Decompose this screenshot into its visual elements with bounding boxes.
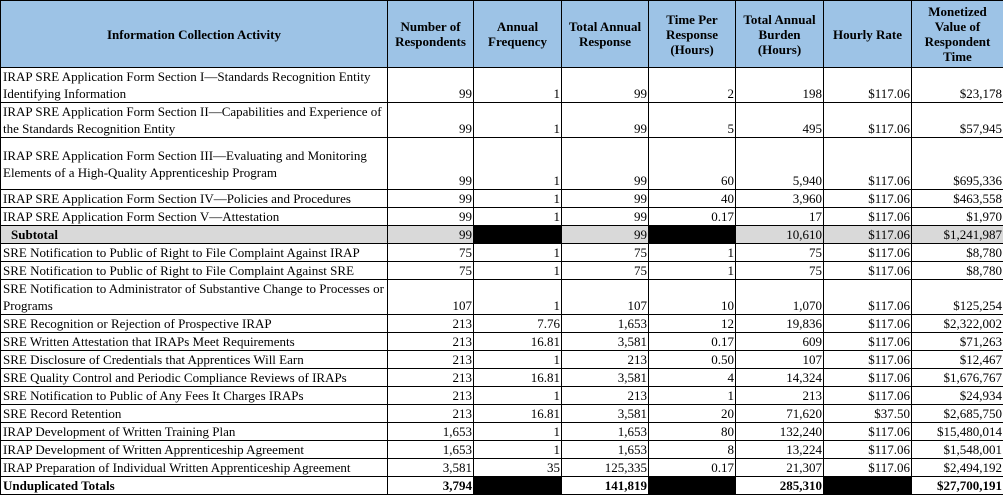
cell-total-response: 99 [562,190,649,208]
cell-activity: SRE Quality Control and Periodic Compliance Reviews of IRAPs [1,369,388,387]
cell-time-per-response: 0.50 [649,351,736,369]
cell-activity: IRAP SRE Application Form Section I—Standards Recognition Entity Identifying Information [1,68,388,103]
cell-hourly-rate: $117.06 [824,459,912,477]
cell-activity: IRAP Preparation of Individual Written Apprenticeship Agreement [1,459,388,477]
cell-monetized-value: $1,970 [912,208,1003,226]
cell-monetized-value: $1,676,767 [912,369,1003,387]
cell-hourly-rate: $117.06 [824,138,912,190]
cell-total-response: 75 [562,244,649,262]
cell-total-burden: 107 [736,351,824,369]
cell-time-per-response: 40 [649,190,736,208]
cell-frequency: 1 [474,138,562,190]
cell-monetized-value: $1,548,001 [912,441,1003,459]
cell-total-response: 125,335 [562,459,649,477]
cell-hourly-rate: $37.50 [824,405,912,423]
cell-hourly-rate: $117.06 [824,190,912,208]
cell-activity: IRAP Development of Written Training Plan [1,423,388,441]
cell-total-response: 99 [562,138,649,190]
table-row [1,190,1003,208]
cell-frequency: 1 [474,387,562,405]
cell-total-response: 3,581 [562,405,649,423]
cell-frequency: 1 [474,280,562,315]
cell-total-response: 99 [562,103,649,138]
table-row [1,138,1003,190]
cell-hourly-rate: $117.06 [824,226,912,244]
cell-total-burden: 17 [736,208,824,226]
header-hourly-rate: Hourly Rate [824,1,912,68]
cell-frequency: 1 [474,262,562,280]
cell-frequency: 1 [474,103,562,138]
cell-frequency: 16.81 [474,369,562,387]
table-row [1,459,1003,477]
cell-time-per-response: 80 [649,423,736,441]
cell-total-response: 3,581 [562,333,649,351]
cell-total-burden: 1,070 [736,280,824,315]
cell-total-burden: 10,610 [736,226,824,244]
cell-total-burden: 609 [736,333,824,351]
cell-time-per-response: 1 [649,387,736,405]
cell-hourly-rate: $117.06 [824,387,912,405]
cell-total-response: 75 [562,262,649,280]
cell-total-burden: 198 [736,68,824,103]
cell-total-response: 141,819 [562,477,649,495]
table-row [1,351,1003,369]
cell-frequency-blank [474,477,562,495]
totals-row [1,477,1003,495]
header-total-burden: Total Annual Burden (Hours) [736,1,824,68]
cell-activity: IRAP SRE Application Form Section III—Evaluating and Monitoring Elements of a High-Quality Apprenticeship Program [1,138,388,190]
cell-total-burden: 495 [736,103,824,138]
cell-time-per-response: 0.17 [649,333,736,351]
cell-respondents: 107 [388,280,474,315]
cell-time-per-response: 8 [649,441,736,459]
cell-hourly-rate-blank [824,477,912,495]
cell-activity: SRE Notification to Administrator of Substantive Change to Processes or Programs [1,280,388,315]
cell-activity: SRE Notification to Public of Right to File Complaint Against IRAP [1,244,388,262]
table-row [1,441,1003,459]
cell-monetized-value: $2,685,750 [912,405,1003,423]
cell-total-response: 99 [562,208,649,226]
cell-total-burden: 75 [736,244,824,262]
cell-respondents: 213 [388,369,474,387]
cell-hourly-rate: $117.06 [824,351,912,369]
cell-frequency: 1 [474,351,562,369]
cell-time-per-response: 0.17 [649,208,736,226]
cell-activity: IRAP Development of Written Apprenticeship Agreement [1,441,388,459]
cell-activity: Unduplicated Totals [1,477,388,495]
cell-hourly-rate: $117.06 [824,280,912,315]
cell-respondents: 75 [388,262,474,280]
cell-total-response: 1,653 [562,315,649,333]
cell-respondents: 99 [388,226,474,244]
header-time-per-response: Time Per Response (Hours) [649,1,736,68]
table-row [1,208,1003,226]
cell-respondents: 213 [388,315,474,333]
cell-hourly-rate: $117.06 [824,369,912,387]
cell-respondents: 213 [388,405,474,423]
cell-total-response: 1,653 [562,423,649,441]
cell-respondents: 1,653 [388,423,474,441]
cell-total-response: 99 [562,226,649,244]
table-row [1,333,1003,351]
cell-frequency: 1 [474,208,562,226]
cell-frequency: 16.81 [474,333,562,351]
table-row [1,369,1003,387]
cell-time-per-response: 20 [649,405,736,423]
table-row [1,405,1003,423]
cell-frequency: 1 [474,441,562,459]
cell-hourly-rate: $117.06 [824,244,912,262]
cell-frequency: 35 [474,459,562,477]
cell-time-per-response: 2 [649,68,736,103]
cell-activity: SRE Recognition or Rejection of Prospective IRAP [1,315,388,333]
cell-hourly-rate: $117.06 [824,423,912,441]
header-total-response: Total Annual Response [562,1,649,68]
cell-respondents: 99 [388,208,474,226]
cell-monetized-value: $71,263 [912,333,1003,351]
cell-frequency: 16.81 [474,405,562,423]
cell-total-response: 107 [562,280,649,315]
subtotal-row [1,226,1003,244]
cell-activity: SRE Written Attestation that IRAPs Meet Requirements [1,333,388,351]
header-monetized-value: Monetized Value of Respondent Time [912,1,1003,68]
cell-time-per-response: 1 [649,262,736,280]
cell-frequency: 1 [474,190,562,208]
cell-frequency: 1 [474,244,562,262]
cell-time-per-response-blank [649,477,736,495]
cell-activity: IRAP SRE Application Form Section IV—Policies and Procedures [1,190,388,208]
cell-respondents: 3,581 [388,459,474,477]
cell-respondents: 213 [388,351,474,369]
cell-time-per-response: 12 [649,315,736,333]
cell-hourly-rate: $117.06 [824,68,912,103]
cell-frequency: 1 [474,68,562,103]
cell-monetized-value: $8,780 [912,262,1003,280]
cell-monetized-value: $1,241,987 [912,226,1003,244]
table-row [1,103,1003,138]
cell-activity: SRE Notification to Public of Right to File Complaint Against SRE [1,262,388,280]
cell-total-response: 1,653 [562,441,649,459]
cell-activity: SRE Record Retention [1,405,388,423]
table-row [1,262,1003,280]
cell-time-per-response: 0.17 [649,459,736,477]
cell-time-per-response: 60 [649,138,736,190]
cell-total-response: 3,581 [562,369,649,387]
table-row [1,280,1003,315]
cell-total-burden: 14,324 [736,369,824,387]
cell-frequency-blank [474,226,562,244]
cell-monetized-value: $695,336 [912,138,1003,190]
cell-hourly-rate: $117.06 [824,103,912,138]
cell-time-per-response: 5 [649,103,736,138]
cell-total-burden: 132,240 [736,423,824,441]
cell-monetized-value: $463,558 [912,190,1003,208]
header-frequency: Annual Frequency [474,1,562,68]
cell-total-burden: 213 [736,387,824,405]
table-row [1,315,1003,333]
cell-monetized-value: $57,945 [912,103,1003,138]
cell-hourly-rate: $117.06 [824,315,912,333]
header-row [1,1,1003,68]
cell-respondents: 99 [388,68,474,103]
cell-respondents: 3,794 [388,477,474,495]
cell-activity: IRAP SRE Application Form Section V—Attestation [1,208,388,226]
cell-hourly-rate: $117.06 [824,441,912,459]
cell-respondents: 99 [388,190,474,208]
table-row [1,387,1003,405]
cell-monetized-value: $23,178 [912,68,1003,103]
cell-frequency: 1 [474,423,562,441]
cell-monetized-value: $24,934 [912,387,1003,405]
cell-total-burden: 5,940 [736,138,824,190]
cell-hourly-rate: $117.06 [824,208,912,226]
cell-time-per-response: 1 [649,244,736,262]
cell-activity: SRE Disclosure of Credentials that Apprentices Will Earn [1,351,388,369]
cell-total-response: 213 [562,387,649,405]
cell-total-burden: 285,310 [736,477,824,495]
cell-respondents: 1,653 [388,441,474,459]
cell-total-burden: 71,620 [736,405,824,423]
cell-activity: SRE Notification to Public of Any Fees It Charges IRAPs [1,387,388,405]
header-respondents: Number of Respondents [388,1,474,68]
cell-monetized-value: $125,254 [912,280,1003,315]
cell-time-per-response: 4 [649,369,736,387]
cell-monetized-value: $15,480,014 [912,423,1003,441]
cell-total-burden: 19,836 [736,315,824,333]
cell-activity: IRAP SRE Application Form Section II—Capabilities and Experience of the Standards Recognition Entity [1,103,388,138]
cell-monetized-value: $12,467 [912,351,1003,369]
cell-activity: Subtotal [1,226,388,244]
cell-total-burden: 75 [736,262,824,280]
table-row [1,68,1003,103]
cell-total-burden: 3,960 [736,190,824,208]
table-row [1,244,1003,262]
cell-hourly-rate: $117.06 [824,262,912,280]
cell-hourly-rate: $117.06 [824,333,912,351]
cell-respondents: 99 [388,103,474,138]
cell-monetized-value: $27,700,191 [912,477,1003,495]
cell-monetized-value: $2,322,002 [912,315,1003,333]
cell-frequency: 7.76 [474,315,562,333]
cell-total-burden: 21,307 [736,459,824,477]
cell-total-burden: 13,224 [736,441,824,459]
header-activity: Information Collection Activity [1,1,388,68]
cell-monetized-value: $2,494,192 [912,459,1003,477]
cell-respondents: 213 [388,387,474,405]
cell-total-response: 99 [562,68,649,103]
cell-total-response: 213 [562,351,649,369]
cell-monetized-value: $8,780 [912,244,1003,262]
cell-time-per-response: 10 [649,280,736,315]
cell-time-per-response-blank [649,226,736,244]
cell-respondents: 75 [388,244,474,262]
cell-respondents: 213 [388,333,474,351]
table-row [1,423,1003,441]
cell-respondents: 99 [388,138,474,190]
